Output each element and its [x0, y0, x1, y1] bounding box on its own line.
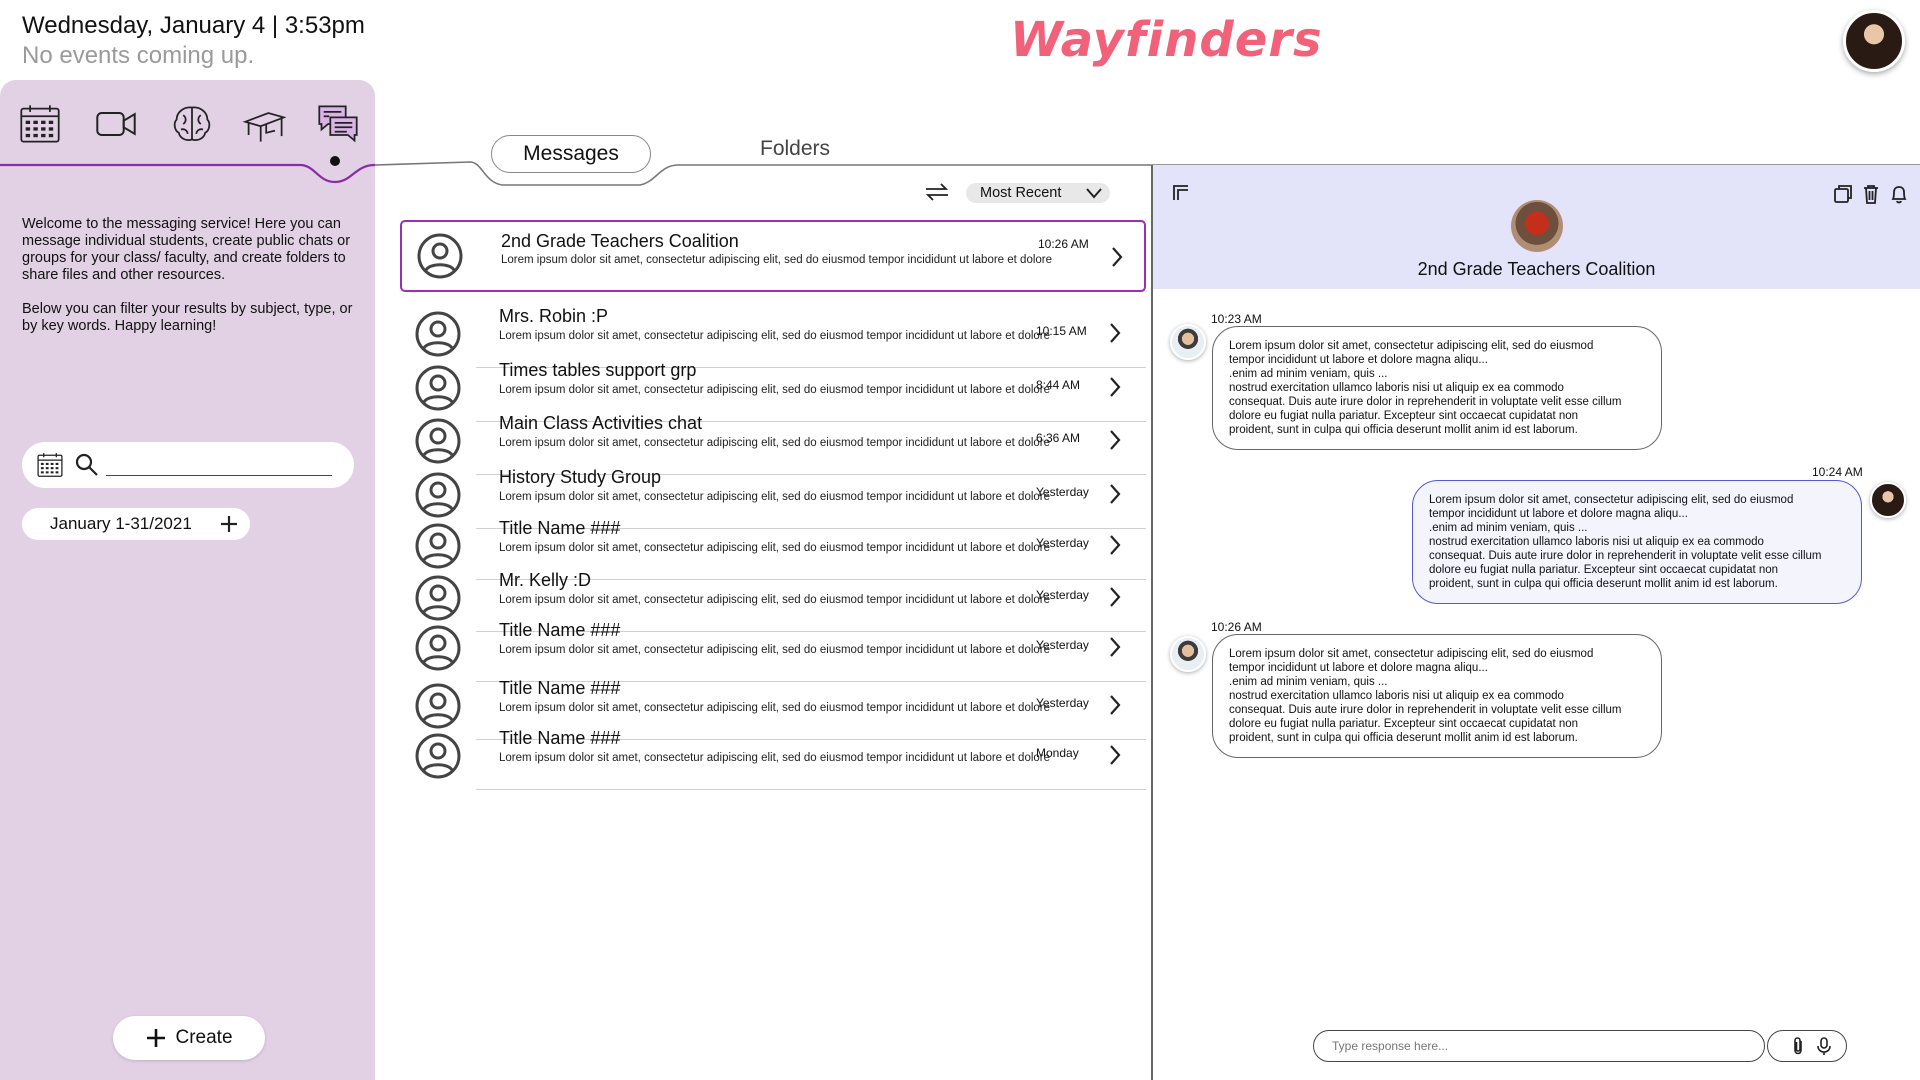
chat-actions	[1832, 183, 1910, 205]
message-line: Lorem ipsum dolor sit amet, consectetur adipiscing elit, sed do eiusmod	[1229, 648, 1594, 660]
conversation-title: Mr. Kelly :D	[499, 570, 592, 590]
contact-avatar-icon	[416, 232, 464, 280]
sort-dropdown[interactable]	[966, 183, 1110, 203]
date-filter-chip[interactable]	[22, 508, 250, 540]
chevron-right-icon[interactable]	[1106, 634, 1124, 660]
sent-message-bubble[interactable]	[1412, 480, 1862, 604]
conversation-row[interactable]	[400, 220, 1146, 292]
chevron-right-icon[interactable]	[1108, 244, 1126, 270]
reply-tools	[1767, 1030, 1847, 1062]
row-divider	[476, 789, 1146, 790]
panel-divider	[1151, 165, 1153, 1080]
message-line: dolore eu fugiat nulla pariatur. Excepteur sint occaecat cupidatat non	[1229, 718, 1579, 730]
conversation-time: Yesterday	[1036, 638, 1089, 652]
sort-selected: Most Recent	[980, 185, 1062, 201]
tab-messages[interactable]: Messages	[491, 135, 651, 173]
message-line: tempor incididunt ut labore et dolore magna aliqu...	[1229, 662, 1488, 674]
contact-avatar-icon	[414, 522, 462, 570]
chevron-right-icon[interactable]	[1106, 692, 1124, 718]
conversation-row[interactable]	[400, 302, 1146, 364]
contact-avatar-icon	[414, 682, 462, 730]
conversation-time: Monday	[1036, 746, 1079, 760]
collapse-icon[interactable]	[1171, 183, 1191, 203]
message-line: consequat. Duis aute irure dolor in reprehenderit in voluptate velit esse cillum	[1229, 396, 1622, 408]
microphone-icon[interactable]	[1814, 1036, 1834, 1056]
trash-icon[interactable]	[1860, 183, 1882, 205]
chat-header	[1153, 165, 1920, 289]
copy-icon[interactable]	[1832, 183, 1854, 205]
reply-input[interactable]	[1313, 1030, 1765, 1062]
message-line: proident, sunt in culpa qui officia deserunt mollit anim id est laborum.	[1229, 424, 1578, 436]
sender-avatar[interactable]	[1170, 324, 1206, 360]
add-filter-icon[interactable]	[218, 513, 240, 535]
plus-icon	[145, 1027, 167, 1049]
conversation-time: Yesterday	[1036, 536, 1089, 550]
message-line: nostrud exercitation ullamco laboris nisi ut aliquip ex ea commodo	[1429, 536, 1764, 548]
conversation-preview: Lorem ipsum dolor sit amet, consectetur adipiscing elit, sed do eiusmod tempor incididunt ut labore et dolore	[499, 542, 1051, 554]
conversation-preview: Lorem ipsum dolor sit amet, consectetur adipiscing elit, sed do eiusmod tempor incididunt ut labore et dolore	[499, 594, 1051, 606]
chevron-right-icon[interactable]	[1106, 742, 1124, 768]
message-line: proident, sunt in culpa qui officia deserunt mollit anim id est laborum.	[1429, 578, 1778, 590]
conversation-time: 8:44 AM	[1036, 378, 1081, 392]
conversation-time: Yesterday	[1036, 696, 1089, 710]
message-time: 10:24 AM	[1812, 465, 1863, 479]
conversation-preview: Lorem ipsum dolor sit amet, consectetur adipiscing elit, sed do eiusmod tempor incididunt ut labore et dolore	[499, 437, 1051, 449]
message-line: dolore eu fugiat nulla pariatur. Excepteur sint occaecat cupidatat non	[1429, 564, 1779, 576]
message-line: tempor incididunt ut labore et dolore magna aliqu...	[1429, 508, 1688, 520]
filter-paragraph: Below you can filter your results by subject, type, or by key words. Happy learning!	[22, 301, 353, 334]
bell-icon[interactable]	[1888, 183, 1910, 205]
sender-avatar[interactable]	[1870, 482, 1906, 518]
search-input[interactable]	[106, 452, 332, 476]
conversation-time: 6:36 AM	[1036, 431, 1081, 445]
user-avatar[interactable]	[1843, 10, 1905, 72]
conversation-row[interactable]	[400, 409, 1146, 471]
message-line: Lorem ipsum dolor sit amet, consectetur adipiscing elit, sed do eiusmod	[1429, 494, 1794, 506]
date-filter-label: January 1-31/2021	[50, 514, 192, 533]
tab-folders[interactable]: Folders	[760, 137, 831, 160]
conversation-preview: Lorem ipsum dolor sit amet, consectetur adipiscing elit, sed do eiusmod tempor incididunt ut labore et dolore	[499, 384, 1051, 396]
received-message-bubble[interactable]	[1212, 326, 1662, 450]
conversation-title: Mrs. Robin :P	[499, 306, 609, 326]
message-line: .enim ad minim veniam, quis ...	[1229, 676, 1388, 688]
contact-avatar-icon	[414, 574, 462, 622]
search-bar	[22, 442, 354, 488]
contact-avatar-icon	[414, 310, 462, 358]
message-line: .enim ad minim veniam, quis ...	[1229, 368, 1388, 380]
swap-sort-icon[interactable]	[922, 180, 952, 204]
conversation-title: 2nd Grade Teachers Coalition	[501, 231, 739, 251]
message-time: 10:26 AM	[1211, 620, 1262, 634]
message-line: proident, sunt in culpa qui officia deserunt mollit anim id est laborum.	[1229, 732, 1578, 744]
create-button[interactable]	[113, 1016, 265, 1060]
welcome-text	[22, 216, 362, 352]
message-line: nostrud exercitation ullamco laboris nisi ut aliquip ex ea commodo	[1229, 690, 1564, 702]
conversation-title: Main Class Activities chat	[499, 413, 703, 433]
message-line: consequat. Duis aute irure dolor in reprehenderit in voluptate velit esse cillum	[1229, 704, 1622, 716]
group-avatar	[1511, 200, 1563, 252]
message-line: consequat. Duis aute irure dolor in reprehenderit in voluptate velit esse cillum	[1429, 550, 1822, 562]
received-message-bubble[interactable]	[1212, 634, 1662, 758]
message-line: .enim ad minim veniam, quis ...	[1429, 522, 1588, 534]
conversation-time: Yesterday	[1036, 588, 1089, 602]
create-label: Create	[175, 1027, 233, 1048]
contact-avatar-icon	[414, 364, 462, 412]
sender-avatar[interactable]	[1170, 636, 1206, 672]
conversation-preview: Lorem ipsum dolor sit amet, consectetur adipiscing elit, sed do eiusmod tempor incididunt ut labore et dolore	[499, 752, 1051, 764]
conversation-row[interactable]	[400, 616, 1146, 678]
chevron-right-icon[interactable]	[1106, 427, 1124, 453]
chevron-right-icon[interactable]	[1106, 320, 1124, 346]
brand-logo: Wayfinders	[1010, 12, 1323, 68]
conversation-time: Yesterday	[1036, 485, 1089, 499]
conversation-preview: Lorem ipsum dolor sit amet, consectetur adipiscing elit, sed do eiusmod tempor incididunt ut labore et dolore	[499, 644, 1051, 656]
conversation-preview: Lorem ipsum dolor sit amet, consectetur adipiscing elit, sed do eiusmod tempor incididunt ut labore et dolore	[501, 254, 1053, 266]
contact-avatar-icon	[414, 732, 462, 780]
conversation-title: Title Name ###	[499, 518, 621, 538]
conversation-title: Title Name ###	[499, 678, 621, 698]
message-line: tempor incididunt ut labore et dolore magna aliqu...	[1229, 354, 1488, 366]
chevron-right-icon[interactable]	[1106, 532, 1124, 558]
conversation-title: Times tables support grp	[499, 360, 697, 380]
contact-avatar-icon	[414, 624, 462, 672]
paperclip-icon[interactable]	[1788, 1036, 1808, 1056]
message-line: dolore eu fugiat nulla pariatur. Excepteur sint occaecat cupidatat non	[1229, 410, 1579, 422]
conversation-time: 10:15 AM	[1036, 324, 1087, 338]
message-time: 10:23 AM	[1211, 312, 1262, 326]
conversation-time: 10:26 AM	[1038, 237, 1089, 251]
conversation-row[interactable]	[400, 724, 1146, 786]
message-line: Lorem ipsum dolor sit amet, consectetur adipiscing elit, sed do eiusmod	[1229, 340, 1594, 352]
chat-group-name: 2nd Grade Teachers Coalition	[1417, 259, 1656, 279]
date-time: Wednesday, January 4 | 3:53pm	[22, 12, 365, 39]
conversation-preview: Lorem ipsum dolor sit amet, consectetur adipiscing elit, sed do eiusmod tempor incididunt ut labore et dolore	[499, 702, 1051, 714]
conversation-title: Title Name ###	[499, 620, 621, 640]
chevron-down-icon	[1084, 184, 1104, 202]
events-status: No events coming up.	[22, 42, 255, 69]
welcome-paragraph: Welcome to the messaging service! Here you can message individual students, create public chats or groups for your class/ faculty, and create folders to share files and other resources.	[22, 216, 351, 283]
conversation-title: Title Name ###	[499, 728, 621, 748]
chevron-right-icon[interactable]	[1106, 374, 1124, 400]
conversation-preview: Lorem ipsum dolor sit amet, consectetur adipiscing elit, sed do eiusmod tempor incididunt ut labore et dolore	[499, 330, 1051, 342]
contact-avatar-icon	[414, 417, 462, 465]
message-line: nostrud exercitation ullamco laboris nisi ut aliquip ex ea commodo	[1229, 382, 1564, 394]
calendar-filter-icon[interactable]	[36, 451, 64, 479]
contact-avatar-icon	[414, 471, 462, 519]
conversation-title: History Study Group	[499, 467, 662, 487]
sidebar	[0, 80, 375, 1080]
chevron-right-icon[interactable]	[1106, 481, 1124, 507]
conversation-preview: Lorem ipsum dolor sit amet, consectetur adipiscing elit, sed do eiusmod tempor incididunt ut labore et dolore	[499, 491, 1051, 503]
search-icon[interactable]	[74, 452, 100, 478]
chevron-right-icon[interactable]	[1106, 584, 1124, 610]
